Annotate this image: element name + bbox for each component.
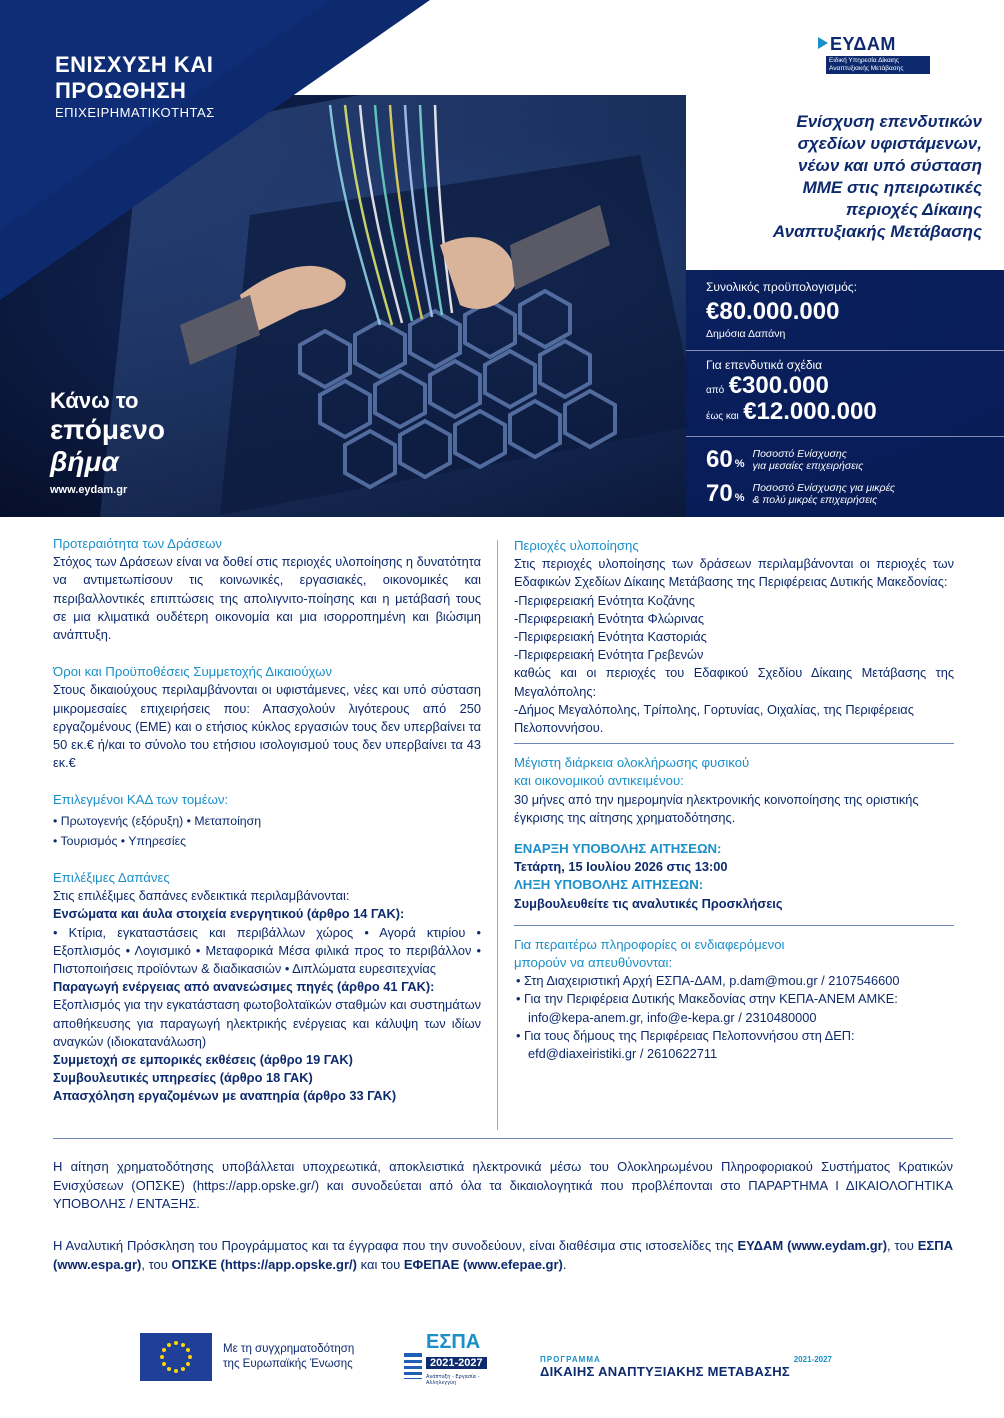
assets-text: • Κτίρια, εγκαταστάσεις και περιβάλλων χώρος • Αγορά κτιρίου • Εξοπλισμός • Λογισμικό • Μεταφορικά Μέσα φιλικά προς το περιβάλλον • Πιστοποιήσεις προϊόντων & διαδικασιών • Διπλώματα ευρεσιτεχνίας [53, 924, 481, 977]
areas-more: καθώς και οι περιοχές του Εδαφικού Σχεδίου Δίκαιης Μετάβασης της Μεγαλόπολης: [514, 665, 954, 699]
expenses-intro: Στις επιλέξιμες δαπάνες ενδεικτικά περιλαμβάνονται: [53, 888, 350, 904]
plans-label: Για επενδυτικά σχέδια [706, 358, 823, 372]
duration-heading-1: Μέγιστη διάρκεια ολοκλήρωσης φυσικού [514, 755, 750, 771]
areas-intro: Στις περιοχές υλοποίησης των δράσεων περιλαμβάνονται οι περιοχές των Εδαφικών Σχεδίων Δίκαιης Μετάβασης της Περιφέρειας Δυτικής Μακεδονίας: [514, 556, 954, 590]
documents-note-text: , του [141, 1256, 172, 1272]
opske-link[interactable]: ΟΠΣΚΕ (https://app.opske.gr/) [171, 1256, 357, 1272]
fairs-item: Συμμετοχή σε εμπορικές εκθέσεις (άρθρο 19 ΓΑΚ) [53, 1052, 353, 1068]
priority-text: Στόχος των Δράσεων είναι να δοθεί στις περιοχές υλοποίησης η δυνατότητα να αντιμετωπίσουν τις κοινωνικές, εργασιακές, οικονομικές και περιβαλλοντικές επιπτώσεις της απολιγνιτο-ποίησης και η μετάβασή τους σε μια κλιματικά ουδέτερη οικονομία και μια ισορροπημένη και βιώσιμη ανάπτυξη. [53, 554, 481, 643]
disabled-employment-item: Απασχόληση εργαζομένων με αναπηρία (άρθρο 33 ΓΑΚ) [53, 1088, 397, 1104]
headline-line: νέων και υπό σύσταση [798, 156, 982, 175]
documents-note-text: και του [357, 1256, 404, 1272]
divider [53, 1138, 953, 1139]
eu-cofunding-text [223, 1342, 354, 1372]
contact-heading-1: Για περαιτέρω πληροφορίες οι ενδιαφερόμενοι [514, 936, 785, 952]
divider [686, 436, 1004, 437]
headline-line: περιοχές Δίκαιης [845, 200, 982, 219]
slogan-line2: επόμενο [50, 414, 165, 445]
slogan-line1: Κάνω το [50, 388, 139, 413]
hero-title-line3: ΕΠΙΧΕΙΡΗΜΑΤΙΚΟΤΗΤΑΣ [55, 105, 215, 120]
area-item: -Περιφερειακή Ενότητα Κοζάνης [514, 592, 695, 608]
expenses-heading: Επιλέξιμες Δαπάνες [53, 870, 170, 886]
hero-title [55, 52, 215, 120]
areas-more-list: -Δήμος Μεγαλόπολης, Τρίπολης, Γορτυνίας, Οιχαλίας, της Περιφέρειας Πελοποννήσου. [514, 701, 914, 736]
eydam-link[interactable]: ΕΥΔΑΜ (www.eydam.gr) [737, 1238, 888, 1253]
pct-small [706, 480, 895, 508]
headline-line: Αναπτυξιακής Μετάβασης [772, 222, 982, 241]
submission-note: Η αίτηση χρηματοδότησης υποβάλλεται υποχρεωτικά, αποκλειστικά ηλεκτρονικά μέσω του Ολοκληρωμένου Πληροφοριακού Συστήματος Κρατικών Ενισχύσεων (ΟΠΣΚΕ) (https://app.opske.gr/) και συνοδεύεται από όλα τα δικαιολογητικά που προβλέπονται στο ΠΑΡΑΡΤΗΜΑ Ι ΔΙΚΑΙΟΛΟΓΗΤΙΚΑ ΥΠΟΒΟΛΗΣ / ΕΝΤΑΞΗΣ. [53, 1159, 953, 1211]
logo-tagline-line1: Ειδική Υπηρεσία Δίκαιης [829, 57, 899, 64]
priority-heading: Προτεραιότητα των Δράσεων [53, 536, 223, 551]
headline-line: σχεδίων υφιστάμενων, [797, 134, 982, 153]
column-divider [497, 540, 498, 1130]
documents-note-text: Η Αναλυτική Πρόσκληση του Προγράμματος και τα έγγραφα που την συνοδεύουν, είναι διαθέσιμα στις ιστοσελίδες της [53, 1238, 738, 1253]
eu-cofunding-line2: της Ευρωπαϊκής Ένωσης [223, 1358, 353, 1370]
start-date: Τετάρτη, 15 Ιουλίου 2026 στις 13:00 [514, 859, 728, 875]
pct-medium-symbol: % [734, 458, 745, 470]
pct-small-label-2: & πολύ μικρές επιχειρήσεις [752, 494, 878, 506]
area-item: -Περιφερειακή Ενότητα Φλώρινας [514, 610, 704, 626]
efepae-link[interactable]: ΕΦΕΠΑΕ (www.efepae.gr) [403, 1256, 563, 1272]
eu-cofunding-line1: Με τη συγχρηματοδότηση [223, 1343, 355, 1355]
energy-text: Εξοπλισμός για την εγκατάσταση φωτοβολταϊκών σταθμών και συστημάτων αποθήκευσης για παραγωγή ηλεκτρικής ενέργειας και κάλυψη των ιδίων αναγκών (ιδιοκατανάλωση) [53, 997, 481, 1049]
program-name: ΔΙΚΑΙΗΣ ΑΝΑΠΤΥΞΙΑΚΗΣ ΜΕΤΑΒΑΣΗΣ [540, 1364, 791, 1379]
kad-line: • Τουρισμός • Υπηρεσίες [53, 833, 187, 848]
contact-item: • Στη Διαχειριστική Αρχή ΕΣΠΑ-ΔΑΜ, p.dam@mou.gr / 2107546600 [516, 973, 900, 989]
documents-note [53, 1237, 953, 1274]
program-logo [540, 1355, 832, 1379]
area-item: -Περιφερειακή Ενότητα Καστοριάς [514, 629, 707, 645]
espa-link[interactable]: ΕΣΠΑ (www.espa.gr) [53, 1238, 953, 1272]
logo-name: ΕΥΔΑΜ [830, 34, 896, 54]
to-value: €12.000.000 [743, 398, 877, 425]
pct-medium-label-2: για μεσαίες επιχειρήσεις [752, 460, 864, 472]
kad-heading: Επιλεγμένοι ΚΑΔ των τομέων: [53, 792, 229, 808]
duration-text: 30 μήνες από την ημερομηνία ηλεκτρονικής κοινοποίησης της οριστικής έγκρισης της αίτησης χρηματοδότησης. [514, 791, 919, 825]
espa-logo [404, 1331, 494, 1386]
contact-heading-2: μπορούν να απευθύνονται: [514, 955, 673, 971]
hero-title-line2: ΠΡΟΩΘΗΣΗ [55, 78, 187, 103]
logo-tagline [826, 56, 930, 74]
to-label: έως και [706, 411, 739, 422]
duration-heading-2: και οικονομικού αντικειμένου: [514, 773, 684, 789]
hero-banner [0, 0, 1004, 517]
areas-heading: Περιοχές υλοποίησης [514, 538, 639, 553]
pct-small-label-1: Ποσοστό Ενίσχυσης για μικρές [752, 482, 896, 494]
pct-small-label [752, 482, 895, 506]
pct-medium [706, 446, 863, 474]
terms-text: Στους δικαιούχους περιλαμβάνονται οι υφιστάμενες, νέες και υπό σύσταση μικρομεσαίες επιχειρήσεις που: Απασχολούν λιγότερους από 250 εργαζομένους (ΕΜΕ) και ο ετήσιος κύκλος εργασιών τους δεν υπερβαίνει τα 50 εκ.€ ή/και το σύνολο του ετήσιου ισολογισμού τους δεν υπερβαίνει τα 43 εκ.€ [53, 682, 481, 771]
greek-flag-icon [404, 1353, 422, 1379]
end-text: Συμβουλευθείτε τις αναλυτικές Προσκλήσεις [514, 895, 783, 911]
eu-flag-icon [140, 1333, 212, 1381]
end-heading: ΛΗΞΗ ΥΠΟΒΟΛΗΣ ΑΙΤΗΣΕΩΝ: [514, 877, 704, 893]
hero-title-line1: ΕΝΙΣΧΥΣΗ ΚΑΙ [55, 52, 214, 77]
documents-note-text: . [562, 1256, 567, 1272]
espa-years: 2021-2027 [426, 1357, 487, 1369]
program-label: ΠΡΟΓΡΑΜΜΑ [540, 1355, 601, 1364]
espa-slogan: Ανάπτυξη - Εργασία - Αλληλεγγύη [426, 1374, 480, 1386]
logo-tagline-line2: Αναπτυξιακής Μετάβασης [829, 65, 904, 72]
terms-heading: Όροι και Προϋποθέσεις Συμμετοχής Δικαιούχων [53, 664, 333, 680]
from-label: από [706, 385, 725, 396]
budget-panel [686, 270, 1004, 517]
from-amount [706, 372, 829, 400]
program-headline [686, 95, 1004, 270]
to-amount [706, 398, 877, 426]
energy-heading: Παραγωγή ενέργειας από ανανεώσιμες πηγές (άρθρο 41 ΓΑΚ): [53, 979, 435, 995]
budget-value: €80.000.000 [706, 298, 840, 325]
blue-triangle-shape [0, 0, 430, 300]
budget-label: Συνολικός προϋπολογισμός: [706, 280, 857, 294]
slogan-line3: βήμα [50, 446, 119, 477]
headline-line: Ενίσχυση επενδυτικών [796, 112, 982, 131]
pct-small-value: 70 [706, 480, 733, 507]
divider [514, 743, 954, 744]
divider [686, 350, 1004, 351]
contact-item: • Για την Περιφέρεια Δυτικής Μακεδονίας στην ΚΕΠΑ-ΑΝΕΜ ΑΜΚΕ: info@kepa-anem.gr, info@e-kepa.gr / 2310480000 [516, 991, 898, 1025]
headline-line: ΜΜΕ στις ηπειρωτικές [802, 178, 982, 197]
pct-medium-label-1: Ποσοστό Ενίσχυσης [752, 448, 847, 460]
website-link[interactable]: www.eydam.gr [50, 484, 128, 496]
assets-heading: Ενσώματα και άυλα στοιχεία ενεργητικού (άρθρο 14 ΓΑΚ): [53, 906, 405, 922]
play-arrow-icon [818, 37, 828, 49]
pct-medium-label [752, 448, 863, 472]
divider [514, 925, 954, 926]
pct-medium-value: 60 [706, 446, 733, 473]
contact-item: • Για τους δήμους της Περιφέρειας Πελοποννήσου στη ΔΕΠ: efd@diaxeiristiki.gr / 2610622711 [516, 1027, 855, 1062]
program-years: 2021-2027 [793, 1355, 832, 1364]
right-column [514, 535, 954, 1063]
slogan [50, 388, 165, 496]
left-column [53, 535, 481, 1106]
espa-name: ΕΣΠΑ [426, 1331, 481, 1353]
from-value: €300.000 [728, 372, 829, 399]
consulting-item: Συμβουλευτικές υπηρεσίες (άρθρο 18 ΓΑΚ) [53, 1070, 313, 1086]
pct-small-symbol: % [734, 492, 745, 504]
documents-note-text: , του [887, 1238, 918, 1253]
eydam-logo [818, 34, 928, 80]
budget-note: Δημόσια Δαπάνη [706, 328, 786, 340]
start-heading: ΕΝΑΡΞΗ ΥΠΟΒΟΛΗΣ ΑΙΤΗΣΕΩΝ: [514, 841, 722, 857]
area-item: -Περιφερειακή Ενότητα Γρεβενών [514, 647, 704, 663]
kad-line: • Πρωτογενής (εξόρυξη) • Μεταποίηση [53, 813, 262, 828]
